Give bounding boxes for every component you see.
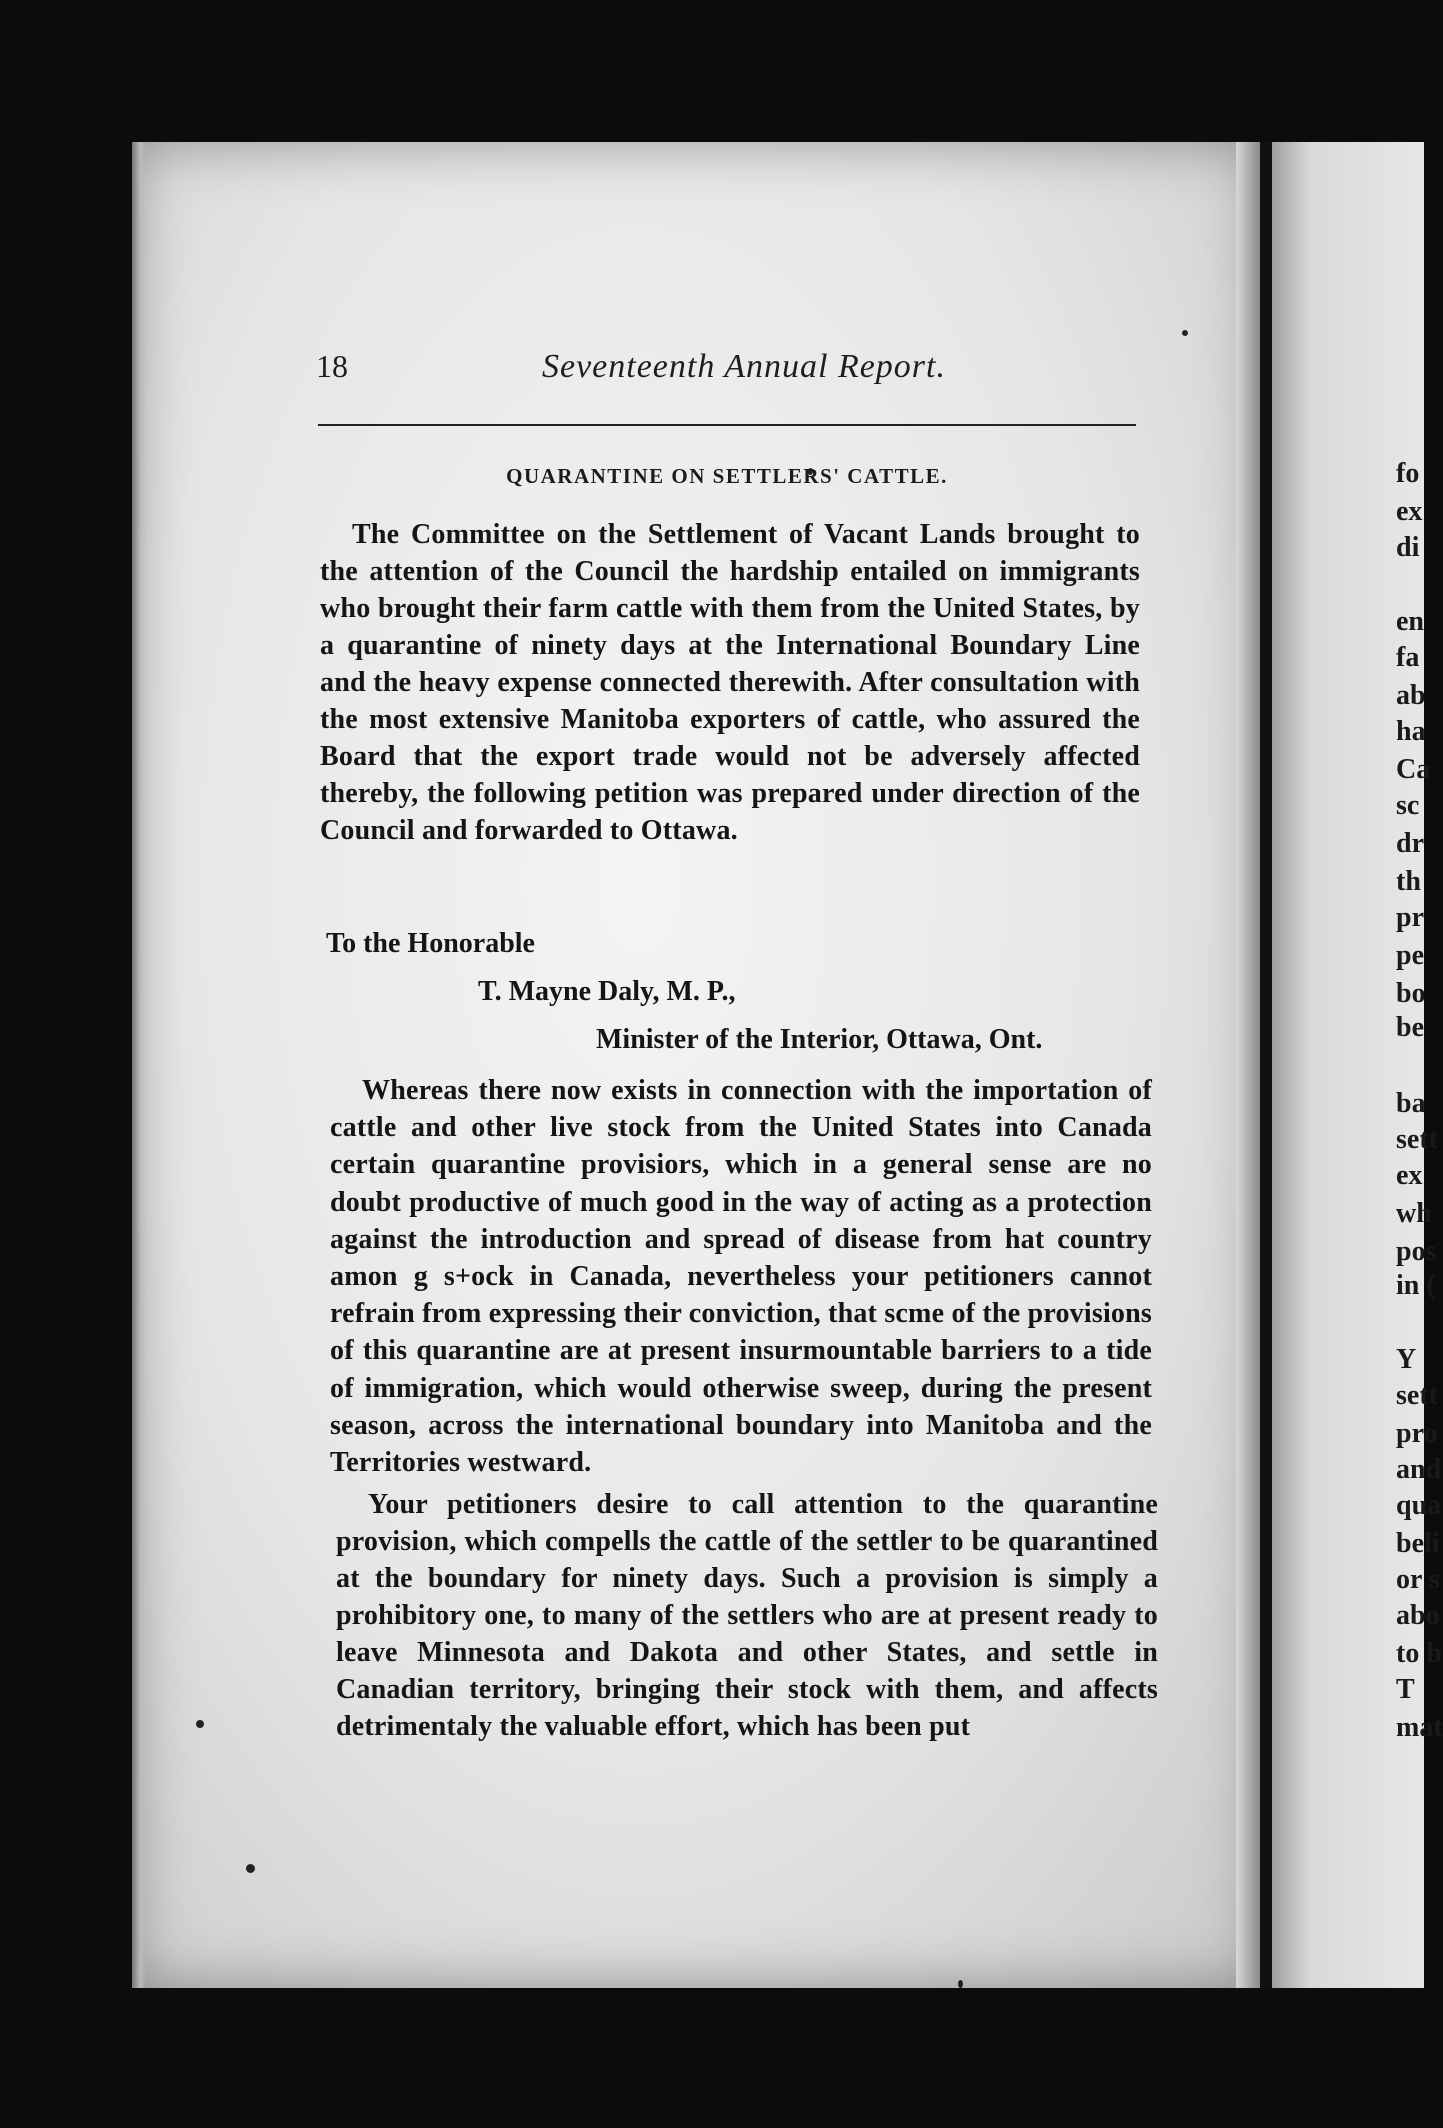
- right-page-fragment: pe: [1396, 940, 1424, 971]
- right-page-fragment: wh: [1396, 1198, 1432, 1229]
- right-page-fragment: pr: [1396, 902, 1424, 933]
- right-page-fragment: th: [1396, 866, 1421, 897]
- right-page-fragment: di: [1396, 532, 1420, 563]
- right-page-fragment: sc: [1396, 790, 1420, 821]
- ink-speck: [246, 1864, 255, 1873]
- header-rule: [318, 424, 1136, 426]
- right-page-fragment: sett: [1396, 1124, 1438, 1155]
- right-page-fragment: qua: [1396, 1490, 1442, 1521]
- right-page-fragment: sett: [1396, 1380, 1438, 1411]
- right-page-fragment: mat: [1396, 1712, 1443, 1743]
- page-header: [316, 348, 1136, 388]
- right-page-fragment: pro: [1396, 1418, 1438, 1449]
- right-page-fragment: beli: [1396, 1528, 1440, 1559]
- salutation-line-2: T. Mayne Daly, M. P.,: [478, 976, 736, 1007]
- right-page-fragment: pos: [1396, 1236, 1437, 1267]
- right-page-fragment: Ca: [1396, 754, 1431, 785]
- right-page-fragment: bo: [1396, 978, 1426, 1009]
- right-page-fragment: ex: [1396, 496, 1423, 527]
- right-page-fragment: be: [1396, 1012, 1424, 1043]
- book-page-right: [1272, 142, 1443, 1988]
- page-gutter: [1260, 142, 1272, 1988]
- ink-speck: [196, 1720, 204, 1728]
- right-page-fragment: fa: [1396, 642, 1420, 673]
- right-page-fragment: ab: [1396, 680, 1426, 711]
- right-page-fragment: fo: [1396, 458, 1420, 489]
- right-page-fragment: or s: [1396, 1564, 1440, 1595]
- salutation-line-1: To the Honorable: [326, 928, 535, 959]
- right-page-fragment: dr: [1396, 828, 1424, 859]
- salutation-line-3: Minister of the Interior, Ottawa, Ont.: [596, 1024, 1043, 1055]
- paragraph-whereas: Whereas there now exists in connection with the importation of cattle and other live stock from the United States into Canada certain quarantine provisiors, which in a general sense are no doubt productive of much good in the way of acting as a protection against the introduction and spread of disease from hat country amon g s+ock in Canada, nevertheless your petitioners cannot refrain from expressing their conviction, that scme of the provisions of this quarantine are at present insurmountable barriers to a tide of immigration, which would otherwise sweep, during the present season, across the international boundary into Manitoba and the Territories westward.: [330, 1075, 1152, 1479]
- right-page-fragment: ex: [1396, 1160, 1423, 1191]
- paragraph-intro: The Committee on the Settlement of Vacant Lands brought to the attention of the Council the hardship entailed on immigrants who brought their farm cattle with them from the United States, by a quarantine of ninety days at the International Boundary Line and the heavy expense connected therewith. After consultation with the most extensive Manitoba exporters of cattle, who assured the Board that the export trade would not be adversely affected thereby, the following petition was prepared under direction of the Council and forwarded to Ottawa.: [320, 519, 1140, 846]
- right-page-fragment: en: [1396, 606, 1424, 637]
- right-page-fragment: in (: [1396, 1270, 1436, 1301]
- right-page-fragment: and: [1396, 1454, 1442, 1485]
- right-page-fragment: ba: [1396, 1088, 1426, 1119]
- right-page-fragment: ha: [1396, 716, 1426, 747]
- page-gutter-shadow: [1236, 142, 1260, 1988]
- ink-speck: [958, 1980, 963, 1988]
- right-page-fragment: Y: [1396, 1344, 1417, 1375]
- paragraph-petition: Your petitioners desire to call attention to the quarantine provision, which compells the cattle of the settler to be quarantined at the boundary for ninety days. Such a provision is simply a prohibitory one, to many of the settlers who are at present ready to leave Minnesota and Dakota and other States, and settle in Canadian territory, bringing their stock with them, and affects detrimentaly the valuable effort, which has been put: [336, 1489, 1158, 1742]
- right-page-fragment: T: [1396, 1674, 1415, 1705]
- page-number: 18: [316, 348, 348, 384]
- right-page-fragment: to b: [1396, 1638, 1442, 1669]
- running-title: Seventeenth Annual Report.: [542, 348, 946, 385]
- ink-speck: [1182, 330, 1188, 336]
- right-page-fragment: abo: [1396, 1600, 1440, 1631]
- section-title: QUARANTINE ON SETTLERS' CATTLE.: [506, 464, 948, 488]
